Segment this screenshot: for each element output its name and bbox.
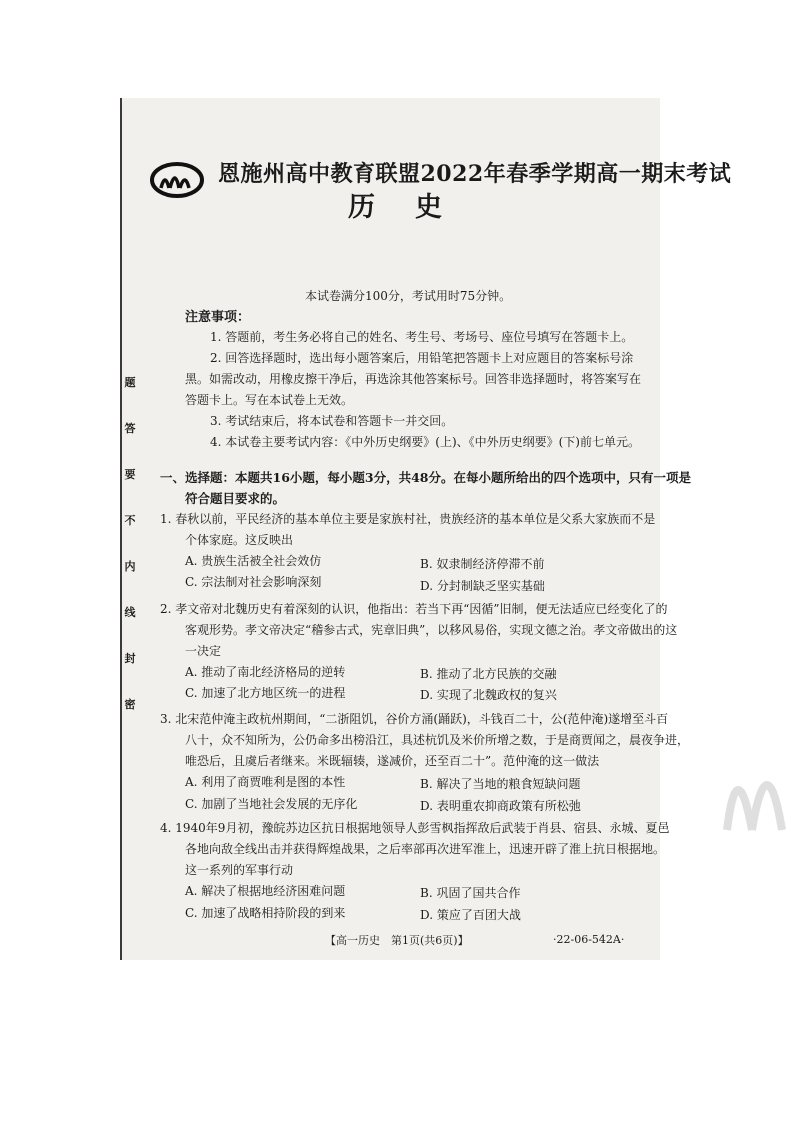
seal-char: 密 [124, 698, 136, 711]
section-heading-cont: 符合题目要求的。 [185, 491, 286, 506]
question-stem: 各地向敌全线出击并获得辉煌战果，之后率部再次进军淮上，迅速开辟了淮上抗日根据地。 [185, 842, 666, 856]
seal-char: 题 [124, 376, 136, 389]
seal-char: 内 [124, 560, 136, 573]
section-heading: 一、选择题：本题共16小题，每小题3分，共48分。在每小题所给出的四个选项中，只有一项是 [160, 470, 691, 485]
notice-line: 黑。如需改动，用橡皮擦干净后，再选涂其他答案标号。回答非选择题时，将答案写在 [185, 372, 642, 386]
question-stem: 个体家庭。这反映出 [185, 533, 294, 547]
option-a: A. 解决了根据地经济困难问题 [185, 884, 346, 898]
seal-line-text [122, 360, 138, 728]
notice-line: 4. 本试卷主要考试内容：《中外历史纲要》(上)、《中外历史纲要》(下)前七单元。 [210, 435, 640, 449]
seal-char: 要 [124, 468, 136, 481]
option-d: D. 策应了百团大战 [420, 908, 521, 922]
option-b: B. 巩固了国共合作 [420, 886, 521, 900]
seal-char: 线 [124, 606, 136, 619]
option-a: A. 贵族生活被全社会效仿 [185, 554, 322, 568]
option-d: D. 分封制缺乏坚实基础 [420, 579, 545, 593]
notice-line: 3. 考试结束后，将本试卷和答题卡一并交回。 [210, 414, 454, 428]
option-a: A. 推动了南北经济格局的逆转 [185, 665, 346, 679]
option-c: C. 加剧了当地社会发展的无序化 [185, 797, 358, 811]
exam-code: ·22-06-542A· [553, 933, 625, 946]
option-c: C. 宗法制对社会影响深刻 [185, 575, 322, 589]
question-stem: 客观形势。孝文帝决定“稽参古式，宪章旧典”，以移风易俗，实现文德之治。孝文帝做出的这 [185, 623, 678, 637]
option-c: C. 加速了北方地区统一的进程 [185, 686, 346, 700]
notice-line: 答题卡上。写在本试卷上无效。 [185, 393, 354, 407]
question-stem: 2. 孝文帝对北魏历史有着深刻的认识，他指出：若当下再“因循”旧制，便无法适应已经变化了的 [160, 602, 668, 616]
option-b: B. 推动了北方民族的交融 [420, 667, 557, 681]
question-stem: 4. 1940年9月初，豫皖苏边区抗日根据地领导人彭雪枫指挥敌后武装于肖县、宿县、永城、夏邑 [160, 821, 670, 835]
notice-heading: 注意事项： [185, 310, 251, 325]
question-stem: 一决定 [185, 644, 222, 658]
page-footer: 【高一历史 第1页(共6页)】 [325, 934, 469, 947]
option-c: C. 加速了战略相持阶段的到来 [185, 906, 346, 920]
option-a: A. 利用了商贾唯利是图的本性 [185, 775, 346, 789]
school-logo-icon [150, 160, 204, 200]
question-stem: 唯恐后，且虞后者继来。米既辐辏，遂减价，还至百二十”。范仲淹的这一做法 [185, 754, 600, 768]
seal-char: 不 [124, 514, 136, 527]
question-stem: 1. 春秋以前，平民经济的基本单位主要是家族村社，贵族经济的基本单位是父系大家族而不是 [160, 512, 656, 526]
notice-line: 1. 答题前，考生务必将自己的姓名、考生号、考场号、座位号填写在答题卡上。 [210, 330, 634, 344]
option-d: D. 实现了北魏政权的复兴 [420, 688, 557, 702]
seal-char: 答 [124, 422, 136, 435]
exam-info: 本试卷满分100分，考试用时75分钟。 [305, 289, 512, 303]
question-stem: 八十，众不知所为，公仍命多出榜沿江，具述杭饥及米价所增之数，于是商贾闻之，晨夜争进， [185, 733, 690, 747]
option-d: D. 表明重农抑商政策有所松弛 [420, 799, 581, 813]
question-stem: 3. 北宋范仲淹主政杭州期间，“二浙阻饥，谷价方涌(踊跃)，斗钱百二十，公(范仲淹)遂增至斗百 [160, 712, 669, 726]
subject-title: 历史 [348, 192, 482, 223]
notice-line: 2. 回答选择题时，选出每小题答案后，用铅笔把答题卡上对应题目的答案标号涂 [210, 351, 634, 365]
exam-title: 恩施州高中教育联盟2022年春季学期高一期末考试 [218, 161, 732, 187]
seal-char: 封 [124, 652, 136, 665]
watermark-logo-icon [712, 730, 794, 840]
option-b: B. 解决了当地的粮食短缺问题 [420, 777, 581, 791]
question-stem: 这一系列的军事行动 [185, 863, 294, 877]
option-b: B. 奴隶制经济停滞不前 [420, 557, 545, 571]
